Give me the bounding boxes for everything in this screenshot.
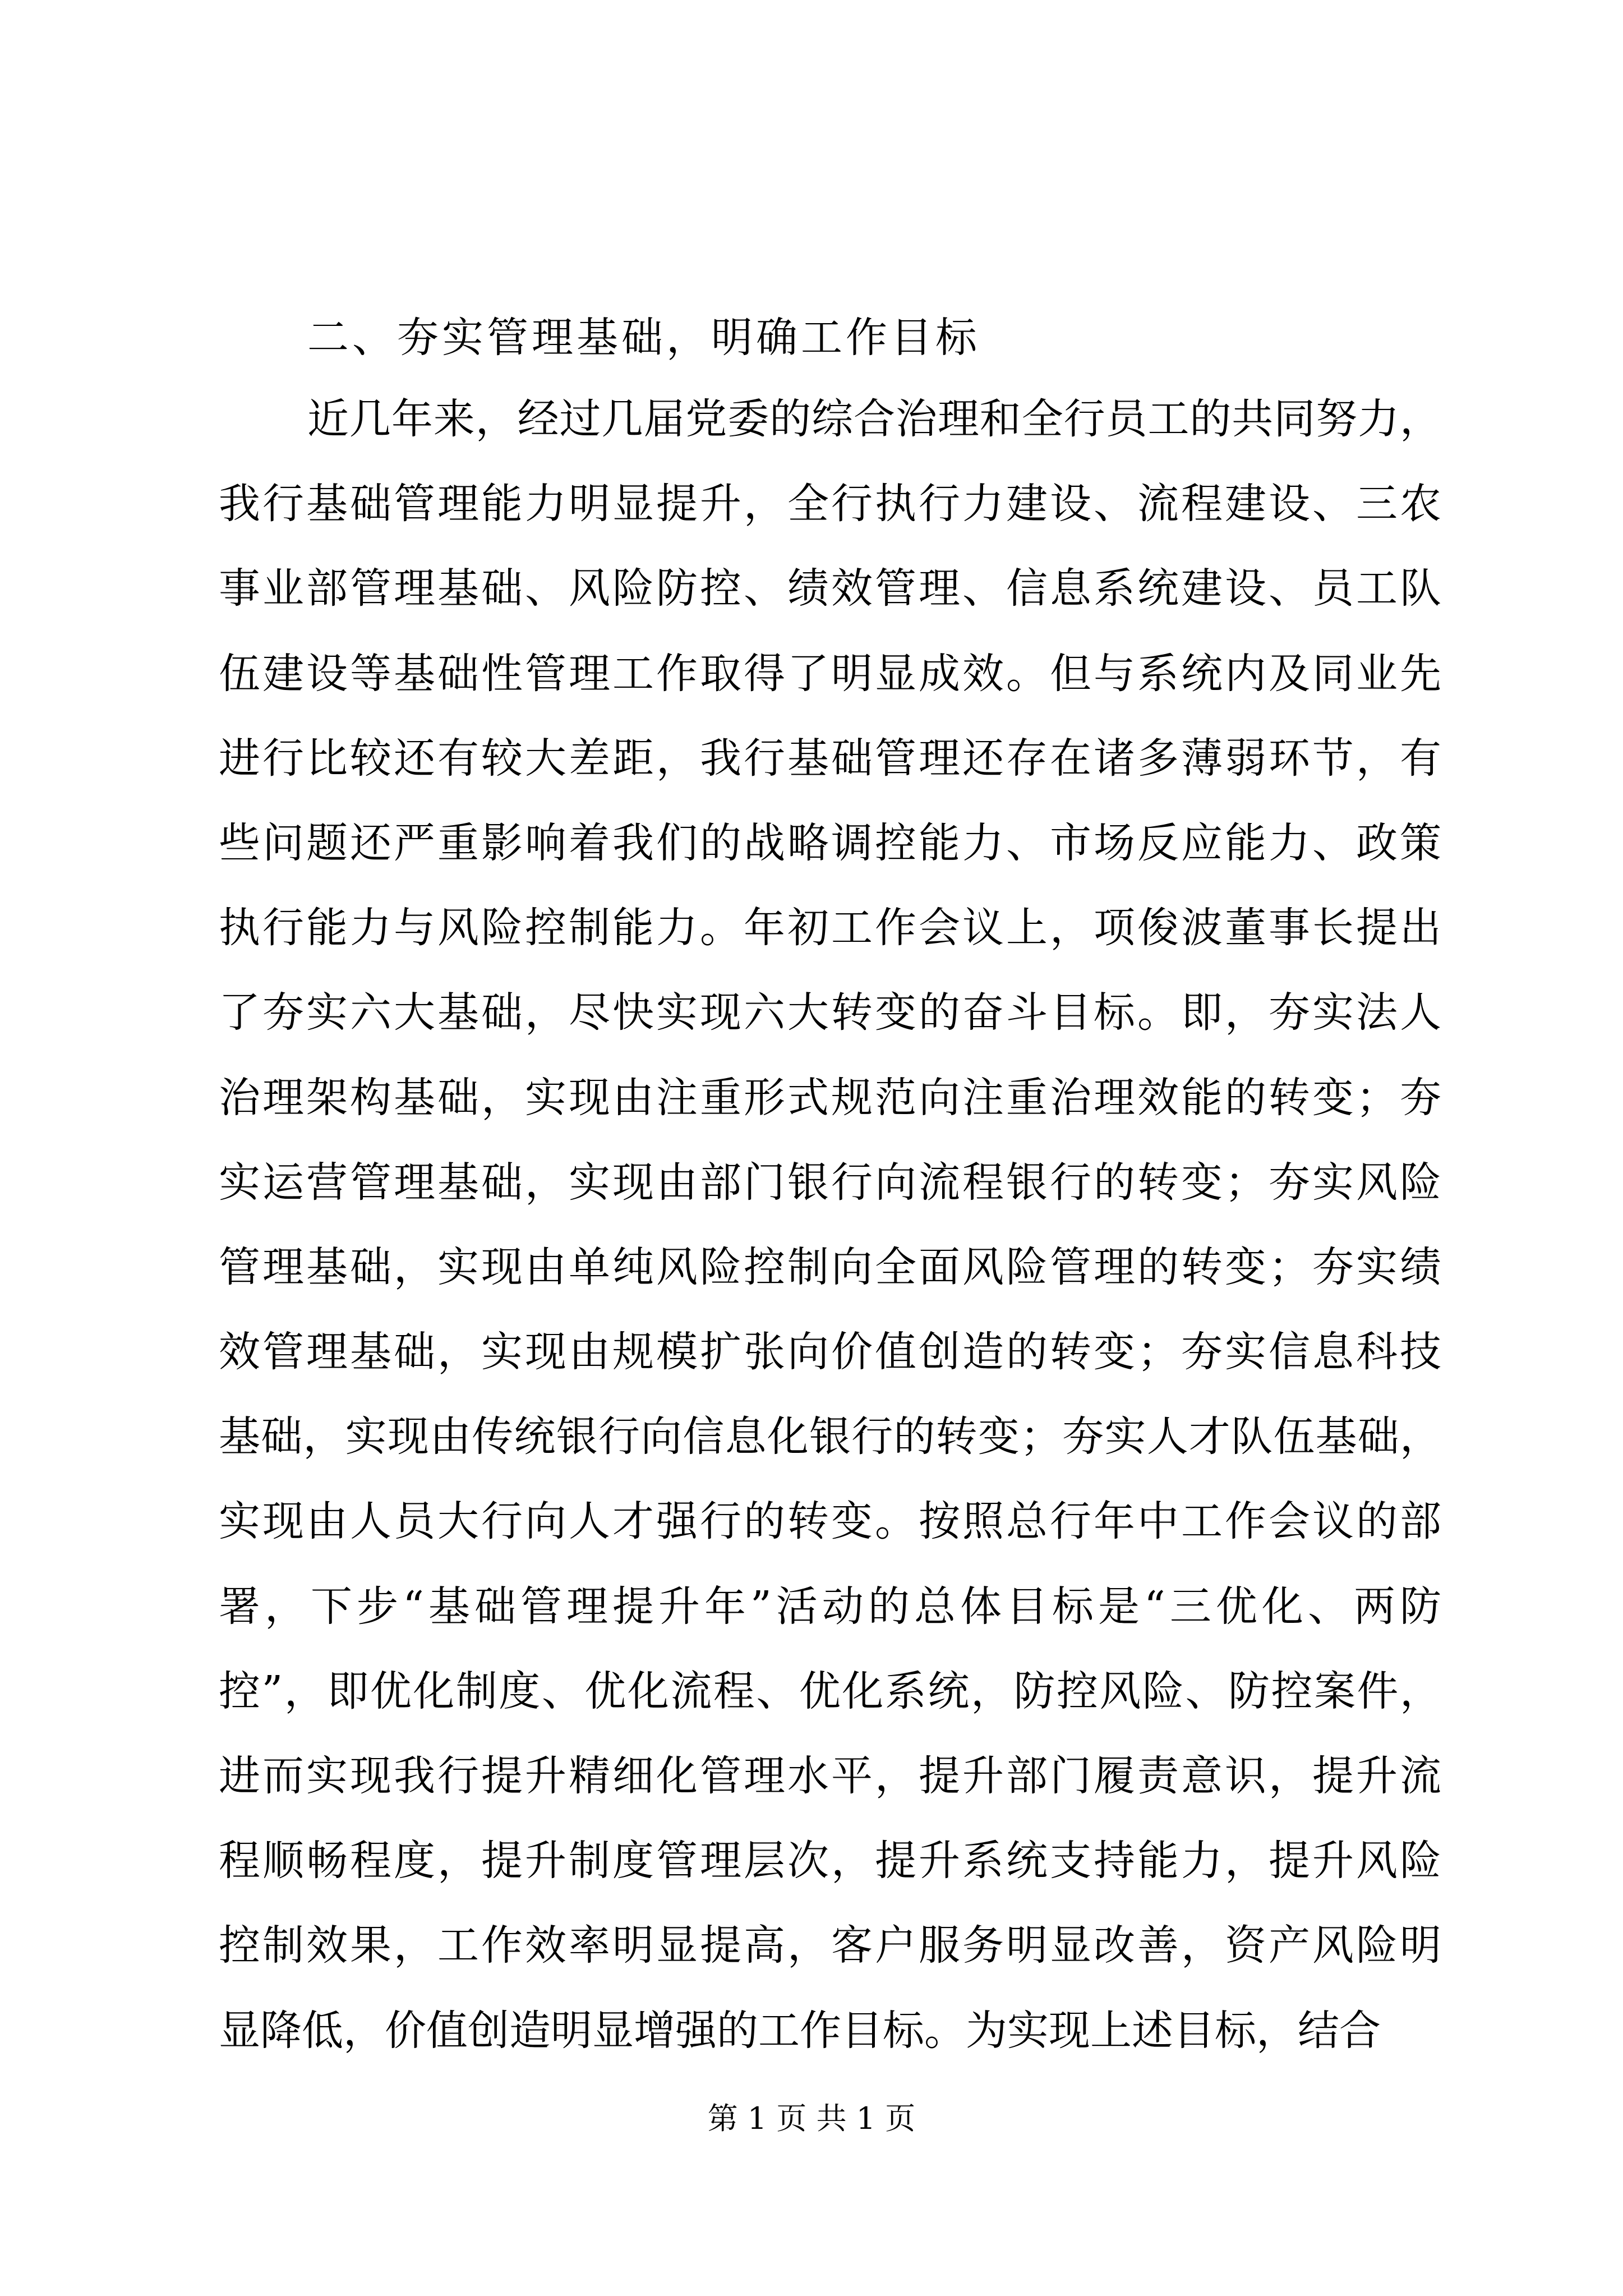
paragraph-line: 控制效果，工作效率明显提高，客户服务明显改善，资产风险明 (219, 1921, 1441, 1970)
paragraph-line: 实运营管理基础，实现由部门银行向流程银行的转变；夯实风险 (219, 1158, 1441, 1207)
paragraph-line: 些问题还严重影响着我们的战略调控能力、市场反应能力、政策 (219, 818, 1441, 867)
paragraph-line: 显降低，价值创造明显增强的工作目标。为实现上述目标，结合 (219, 2006, 1381, 2055)
paragraph-line: 治理架构基础，实现由注重形式规范向注重治理效能的转变；夯 (219, 1073, 1441, 1122)
paragraph-line: 控”，即优化制度、优化流程、优化系统，防控风险、防控案件， (219, 1667, 1441, 1715)
paragraph-line: 管理基础，实现由单纯风险控制向全面风险管理的转变；夯实绩 (219, 1243, 1441, 1291)
paragraph-line: 进行比较还有较大差距，我行基础管理还存在诸多薄弱环节，有 (219, 734, 1441, 783)
paragraph-line: 进而实现我行提升精细化管理水平，提升部门履责意识，提升流 (219, 1752, 1441, 1800)
paragraph-line: 基础，实现由传统银行向信息化银行的转变；夯实人才队伍基础， (219, 1412, 1441, 1461)
paragraph-line: 事业部管理基础、风险防控、绩效管理、信息系统建设、员工队 (219, 564, 1441, 613)
paragraph-line: 了夯实六大基础，尽快实现六大转变的奋斗目标。即，夯实法人 (219, 988, 1441, 1037)
paragraph-line: 效管理基础，实现由规模扩张向价值创造的转变；夯实信息科技 (219, 1328, 1441, 1377)
paragraph-line: 程顺畅程度，提升制度管理层次，提升系统支持能力，提升风险 (219, 1837, 1441, 1885)
paragraph-line: 近几年来，经过几届党委的综合治理和全行员工的共同努力， (307, 395, 1441, 443)
paragraph-line: 我行基础管理能力明显提升，全行执行力建设、流程建设、三农 (219, 480, 1441, 528)
paragraph-line: 执行能力与风险控制能力。年初工作会议上，项俊波董事长提出 (219, 904, 1441, 953)
paragraph-line: 实现由人员大行向人才强行的转变。按照总行年中工作会议的部 (219, 1497, 1441, 1546)
paragraph-line: 伍建设等基础性管理工作取得了明显成效。但与系统内及同业先 (219, 649, 1441, 698)
section-heading: 二、夯实管理基础，明确工作目标 (307, 314, 980, 362)
body-paragraph (219, 377, 1441, 2073)
page-number-footer: 第 1 页 共 1 页 (707, 2101, 916, 2136)
paragraph-line: 署，下步“基础管理提升年”活动的总体目标是“三优化、两防 (219, 1582, 1441, 1631)
